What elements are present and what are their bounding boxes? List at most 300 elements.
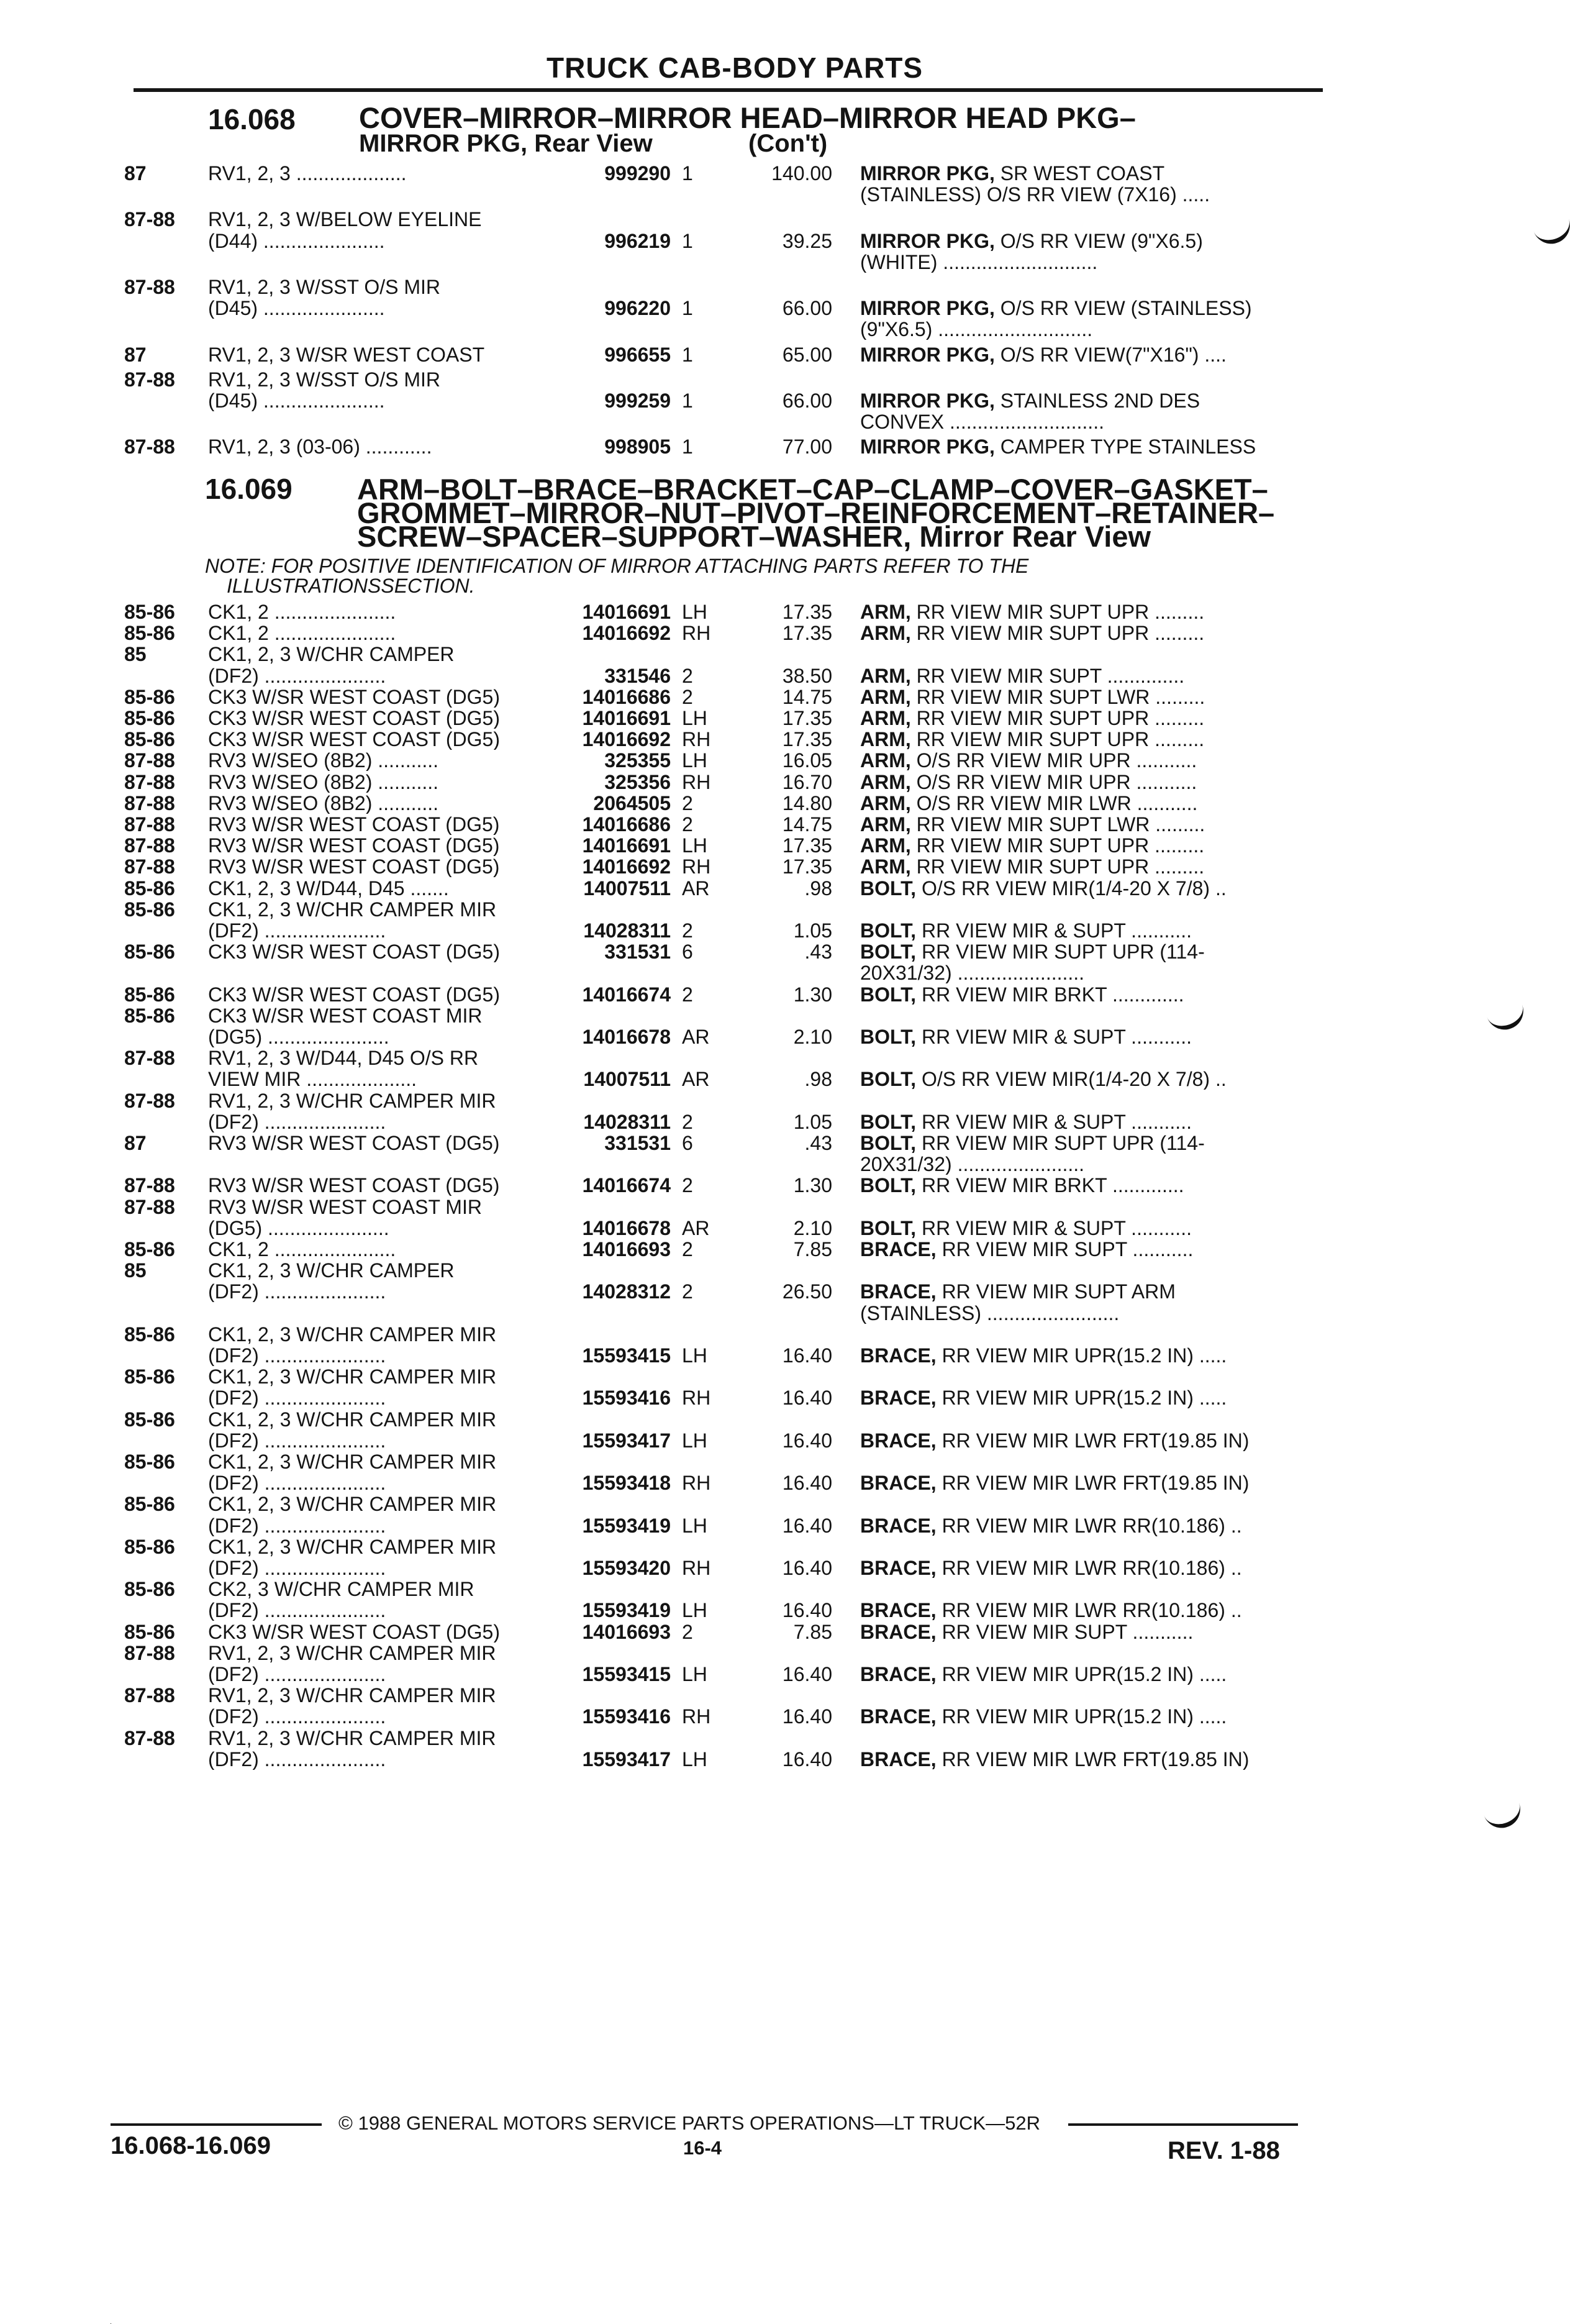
part-number: 14016674 [582,983,671,1006]
part-number: 331531 [604,1132,671,1154]
part-detail: RR VIEW MIR UPR(15.2 IN) ..... [936,1387,1227,1409]
quantity: 2 [682,685,693,708]
section-range: 16.068-16.069 [111,2132,271,2159]
section-number: 16.069 [205,473,293,505]
part-detail: O/S RR VIEW MIR UPR ........... [910,750,1197,772]
quantity: RH [682,770,711,793]
quantity: AR [682,1216,710,1239]
model-description: RV1, 2, 3 W/SST O/S MIR [208,276,441,298]
model-description: RV3 W/SR WEST COAST (DG5) [208,856,500,878]
part-description [860,344,1314,365]
part-name: ARM, [860,708,911,729]
model-description: (D44) ...................... [208,230,385,252]
part-detail: (9"X6.5) ............................ [860,319,1093,340]
model-year: 85-86 [124,898,175,921]
part-number: 14016693 [582,1238,671,1260]
part-description [860,665,1314,686]
part-name: BRACE, [860,1748,937,1770]
model-year: 87-88 [124,1047,175,1070]
price: .98 [804,1068,832,1091]
part-detail: O/S RR VIEW (STAINLESS) [994,298,1252,319]
model-year: 85-86 [124,877,175,900]
model-year: 85-86 [124,1493,175,1516]
copyright-text: © 1988 GENERAL MOTORS SERVICE PARTS OPERATIONS—LT TRUCK—52R [338,2112,1040,2134]
part-name: ARM, [860,835,911,857]
quantity: 1 [682,162,693,185]
model-description: (DF2) ...................... [208,1429,386,1451]
price: 16.40 [782,1514,832,1537]
quantity: 2 [682,791,693,814]
part-description [860,1557,1314,1579]
part-detail: RR VIEW MIR & SUPT ........... [916,1111,1192,1132]
part-number: 2064505 [593,791,671,814]
part-name: BOLT, [860,1111,917,1132]
model-description: CK3 W/SR WEST COAST (DG5) [208,941,500,963]
part-name: BRACE, [860,1345,937,1366]
model-year: 85-86 [124,1578,175,1601]
part-number: 998905 [604,435,671,458]
model-year: 85-86 [124,728,175,751]
model-year: 85 [124,643,147,666]
part-number: 15593419 [582,1599,671,1622]
part-name: BRACE, [860,1557,937,1579]
part-name: BOLT, [860,1217,917,1239]
part-detail: SR WEST COAST [994,163,1165,184]
model-year: 87-88 [124,1684,175,1707]
model-year: 85-86 [124,1620,175,1643]
part-name: MIRROR PKG, [860,436,995,458]
model-description: CK1, 2 ...................... [208,622,396,644]
price: 16.40 [782,1748,832,1770]
part-name: BRACE, [860,1281,937,1303]
model-description: CK3 W/SR WEST COAST (DG5) [208,729,500,750]
quantity: 1 [682,229,693,252]
part-detail: O/S RR VIEW MIR UPR ........... [910,771,1197,793]
quantity: LH [682,601,707,623]
part-detail: O/S RR VIEW MIR LWR ........... [910,792,1198,814]
model-description: (DF2) ...................... [208,1664,386,1685]
part-description [860,1472,1314,1493]
quantity: LH [682,1344,707,1367]
model-description: RV3 W/SR WEST COAST (DG5) [208,835,500,857]
model-description: CK1, 2 ...................... [208,1239,396,1260]
model-description: RV3 W/SR WEST COAST (DG5) [208,814,500,835]
part-name: MIRROR PKG, [860,163,995,184]
part-description [860,601,1314,622]
model-year: 87-88 [124,1174,175,1197]
part-name: ARM, [860,856,911,878]
model-year: 87-88 [124,276,175,298]
price: 16.40 [782,1344,832,1367]
price: 65.00 [782,343,832,366]
part-name: MIRROR PKG, [860,230,995,252]
quantity: RH [682,855,711,878]
model-year: 87-88 [124,855,175,878]
part-detail: RR VIEW MIR BRKT ............. [916,1175,1184,1196]
part-name: BOLT, [860,941,917,963]
price: 66.00 [782,297,832,320]
part-name: BRACE, [860,1387,937,1409]
model-year: 85-86 [124,1451,175,1473]
part-name: BRACE, [860,1515,937,1536]
part-detail: RR VIEW MIR SUPT LWR ......... [910,686,1205,708]
part-description [860,298,1314,319]
part-description [860,319,1314,340]
part-name: ARM, [860,622,911,644]
part-name: ARM, [860,601,911,622]
part-detail: RR VIEW MIR UPR(15.2 IN) ..... [936,1706,1227,1728]
price: 14.75 [782,813,832,836]
model-description: (DF2) ...................... [208,665,386,686]
part-number: 999290 [604,162,671,185]
part-description [860,941,1314,962]
quantity: RH [682,728,711,751]
part-description [860,1239,1314,1260]
price: 1.05 [793,919,832,942]
part-description [860,1345,1314,1366]
section-note: NOTE: FOR POSITIVE IDENTIFICATION OF MIRROR ATTACHING PARTS REFER TO THE [205,555,1029,577]
part-detail: RR VIEW MIR SUPT UPR ......... [910,729,1205,750]
part-description [860,1430,1314,1451]
part-detail: 20X31/32) ....................... [860,962,1085,984]
part-description [860,1218,1314,1239]
price: 16.40 [782,1663,832,1685]
part-description [860,622,1314,644]
price: 16.05 [782,749,832,772]
part-number: 15593418 [582,1472,671,1495]
price: 17.35 [782,707,832,729]
quantity: LH [682,1514,707,1537]
part-name: BOLT, [860,1026,917,1047]
model-description: (DG5) ...................... [208,1026,389,1047]
model-year: 87-88 [124,1726,175,1749]
model-description: (DF2) ...................... [208,1345,386,1366]
part-description [860,962,1314,983]
quantity: LH [682,1663,707,1685]
model-description: (DF2) ...................... [208,1600,386,1621]
part-detail: RR VIEW MIR LWR RR(10.186) .. [936,1557,1242,1579]
part-description [860,1111,1314,1132]
part-name: BRACE, [860,1600,937,1621]
price: 140.00 [771,162,832,185]
section-title-line: SCREW–SPACER–SUPPORT–WASHER, Mirror Rear View [357,520,1151,553]
part-detail: RR VIEW MIR BRKT ............. [916,983,1184,1005]
part-name: BOLT, [860,983,917,1005]
quantity: 2 [682,919,693,942]
model-description: (DF2) ...................... [208,1281,386,1303]
part-detail: O/S RR VIEW MIR(1/4-20 X 7/8) .. [916,1069,1227,1090]
part-description [860,184,1314,205]
price: 14.75 [782,685,832,708]
price: 16.40 [782,1429,832,1452]
part-description [860,984,1314,1005]
part-detail: 20X31/32) ....................... [860,1154,1085,1175]
part-number: 14016678 [582,1216,671,1239]
part-description [860,835,1314,856]
part-name: BRACE, [860,1621,937,1643]
part-name: BOLT, [860,1069,917,1090]
part-detail: RR VIEW MIR SUPT ........... [936,1239,1194,1260]
quantity: AR [682,1068,710,1091]
model-description: (D45) ...................... [208,298,385,319]
quantity: LH [682,1748,707,1770]
part-description [860,1281,1314,1302]
quantity: AR [682,1026,710,1048]
model-description: CK1, 2, 3 W/D44, D45 ....... [208,877,449,899]
price: 17.35 [782,601,832,623]
quantity: LH [682,1599,707,1622]
part-number: 15593415 [582,1344,671,1367]
part-detail: RR VIEW MIR LWR RR(10.186) .. [936,1515,1242,1536]
part-description [860,1175,1314,1196]
part-detail: (STAINLESS) ........................ [860,1302,1120,1324]
model-description: RV1, 2, 3 W/SR WEST COAST [208,344,485,365]
model-description: CK3 W/SR WEST COAST (DG5) [208,708,500,729]
model-description: RV1, 2, 3 W/D44, D45 O/S RR [208,1047,479,1069]
price: 16.40 [782,1472,832,1495]
model-description: CK1, 2, 3 W/CHR CAMPER MIR [208,1451,497,1472]
model-description: CK3 W/SR WEST COAST (DG5) [208,983,500,1005]
part-number: 14016692 [582,855,671,878]
model-year: 85-86 [124,622,175,645]
part-description [860,252,1314,273]
part-number: 331546 [604,664,671,687]
model-description: (DF2) ...................... [208,1706,386,1728]
part-detail: RR VIEW MIR SUPT ........... [936,1621,1194,1643]
part-detail: RR VIEW MIR SUPT UPR ......... [910,856,1205,878]
part-number: 996655 [604,343,671,366]
model-description: RV1, 2, 3 W/BELOW EYELINE [208,209,482,230]
page-number: 16-4 [683,2137,722,2159]
price: 77.00 [782,435,832,458]
model-description: CK1, 2, 3 W/CHR CAMPER MIR [208,1408,497,1430]
model-description: (D45) ...................... [208,390,385,411]
part-name: BRACE, [860,1429,937,1451]
part-description [860,1387,1314,1408]
price: 16.40 [782,1705,832,1728]
quantity: 6 [682,1132,693,1154]
quantity: 1 [682,390,693,412]
part-number: 15593417 [582,1748,671,1770]
model-year: 85-86 [124,685,175,708]
part-name: BRACE, [860,1472,937,1494]
section-title-line: MIRROR PKG, Rear View [359,130,653,157]
model-description: CK1, 2, 3 W/CHR CAMPER [208,1260,455,1282]
part-detail: CONVEX ............................ [860,411,1104,433]
model-description: CK1, 2, 3 W/CHR CAMPER MIR [208,1493,497,1515]
quantity: 2 [682,983,693,1006]
part-description [860,1664,1314,1685]
model-description: CK1, 2, 3 W/CHR CAMPER MIR [208,1323,497,1345]
section-title-line: ARM–BOLT–BRACE–BRACKET–CAP–CLAMP–COVER–GASKET– [357,473,1268,506]
part-number: 996220 [604,297,671,320]
part-name: MIRROR PKG, [860,390,995,411]
section-note: ILLUSTRATIONSSECTION. [227,575,475,597]
part-number: 14016674 [582,1174,671,1197]
price: 16.70 [782,770,832,793]
part-name: BRACE, [860,1239,937,1260]
price: 66.00 [782,390,832,412]
model-description: (DF2) ...................... [208,1748,386,1770]
footer-rule [111,2123,322,2126]
model-year: 87 [124,343,147,366]
quantity: LH [682,834,707,857]
part-detail: O/S RR VIEW(7"X16") .... [994,344,1227,365]
quantity: 2 [682,1620,693,1643]
part-number: 14016691 [582,707,671,729]
part-number: 15593417 [582,1429,671,1452]
part-number: 325356 [604,770,671,793]
part-description [860,1706,1314,1727]
part-description [860,1303,1314,1324]
model-description: CK1, 2, 3 W/CHR CAMPER MIR [208,1366,497,1388]
header-rule [134,88,1323,92]
part-number: 15593415 [582,1663,671,1685]
price: .43 [804,941,832,964]
model-description: CK3 W/SR WEST COAST (DG5) [208,686,500,708]
part-description [860,390,1314,411]
price: 1.05 [793,1110,832,1133]
price: 16.40 [782,1387,832,1410]
quantity: 2 [682,1238,693,1260]
price: 2.10 [793,1216,832,1239]
model-description: CK1, 2, 3 W/CHR CAMPER MIR [208,1536,497,1557]
model-year: 87-88 [124,834,175,857]
part-name: BOLT, [860,920,917,941]
section-title-line: (Con't) [748,130,828,157]
quantity: AR [682,877,710,900]
model-year: 87-88 [124,1089,175,1112]
model-description: (DF2) ...................... [208,1387,386,1409]
part-description [860,411,1314,432]
price: .43 [804,1132,832,1154]
part-number: 14016691 [582,834,671,857]
page-title: TRUCK CAB-BODY PARTS [547,52,923,84]
quantity: RH [682,622,711,645]
model-year: 85-86 [124,1535,175,1558]
model-year: 87-88 [124,791,175,814]
part-number: 14028311 [583,919,671,942]
part-detail: RR VIEW MIR LWR RR(10.186) .. [936,1600,1242,1621]
part-detail: RR VIEW MIR SUPT UPR ......... [910,622,1205,644]
part-name: ARM, [860,665,911,686]
section-title-line: COVER–MIRROR–MIRROR HEAD–MIRROR HEAD PKG– [359,101,1136,134]
model-year: 87-88 [124,749,175,772]
part-description [860,793,1314,814]
part-description [860,1026,1314,1047]
model-description: RV3 W/SEO (8B2) ........... [208,792,439,814]
model-year: 85-86 [124,983,175,1006]
price: 16.40 [782,1557,832,1579]
part-description [860,878,1314,899]
price: 26.50 [782,1280,832,1303]
part-description [860,814,1314,835]
price: 38.50 [782,664,832,687]
part-number: 14016691 [582,601,671,623]
part-name: BRACE, [860,1664,937,1685]
part-number: 15593420 [582,1557,671,1579]
part-description [860,1749,1314,1770]
part-name: MIRROR PKG, [860,344,995,365]
part-name: BOLT, [860,877,917,899]
model-year: 85-86 [124,1365,175,1388]
model-year: 87-88 [124,1641,175,1664]
quantity: 1 [682,343,693,366]
part-name: BRACE, [860,1706,937,1728]
model-year: 87-88 [124,1195,175,1218]
part-description [860,1600,1314,1621]
part-detail: RR VIEW MIR SUPT ARM [936,1281,1176,1303]
part-detail: (WHITE) ............................ [860,251,1098,273]
price: 7.85 [793,1238,832,1260]
model-year: 85-86 [124,941,175,964]
part-number: 331531 [604,941,671,964]
price: 16.40 [782,1599,832,1622]
part-number: 325355 [604,749,671,772]
model-year: 87-88 [124,435,175,458]
model-year: 85-86 [124,601,175,623]
model-year: 87-88 [124,813,175,836]
model-year: 87-88 [124,770,175,793]
part-detail: RR VIEW MIR SUPT UPR ......... [910,601,1205,622]
model-description: RV3 W/SR WEST COAST (DG5) [208,1132,500,1154]
model-description: (DF2) ...................... [208,1472,386,1494]
part-description [860,856,1314,877]
quantity: 2 [682,1174,693,1197]
quantity: 1 [682,435,693,458]
model-description: RV1, 2, 3 W/CHR CAMPER MIR [208,1642,496,1664]
part-name: BOLT, [860,1175,917,1196]
part-number: 14016686 [582,685,671,708]
model-description: (DF2) ...................... [208,1557,386,1579]
model-description: CK3 W/SR WEST COAST MIR [208,1005,483,1026]
revision: REV. 1-88 [1168,2137,1280,2164]
model-description: RV1, 2, 3 W/CHR CAMPER MIR [208,1090,496,1111]
quantity: RH [682,1557,711,1579]
part-description [860,230,1314,252]
model-year: 87-88 [124,208,175,231]
model-description: CK3 W/SR WEST COAST (DG5) [208,1621,500,1643]
quantity: LH [682,749,707,772]
quantity: 2 [682,664,693,687]
part-detail: RR VIEW MIR & SUPT ........... [916,920,1192,941]
part-detail: RR VIEW MIR & SUPT ........... [916,1217,1192,1239]
part-number: 15593416 [582,1387,671,1410]
price: 39.25 [782,229,832,252]
part-detail: RR VIEW MIR LWR FRT(19.85 IN) [936,1472,1250,1494]
quantity: 2 [682,1110,693,1133]
part-detail: RR VIEW MIR SUPT .............. [910,665,1185,686]
model-year: 85-86 [124,1408,175,1431]
quantity: RH [682,1472,711,1495]
part-detail: RR VIEW MIR UPR(15.2 IN) ..... [936,1345,1227,1366]
part-description [860,750,1314,771]
part-description [860,1621,1314,1643]
part-description [860,1154,1314,1175]
model-year: 87 [124,162,147,185]
part-number: 999259 [604,390,671,412]
quantity: RH [682,1705,711,1728]
part-description [860,1515,1314,1536]
model-description: CK1, 2 ...................... [208,601,396,622]
part-number: 14016686 [582,813,671,836]
section-number: 16.068 [208,103,296,135]
model-description: RV1, 2, 3 .................... [208,163,407,184]
part-name: ARM, [860,792,911,814]
part-detail: STAINLESS 2ND DES [994,390,1200,411]
part-number: 14028311 [583,1110,671,1133]
price: 17.35 [782,728,832,751]
